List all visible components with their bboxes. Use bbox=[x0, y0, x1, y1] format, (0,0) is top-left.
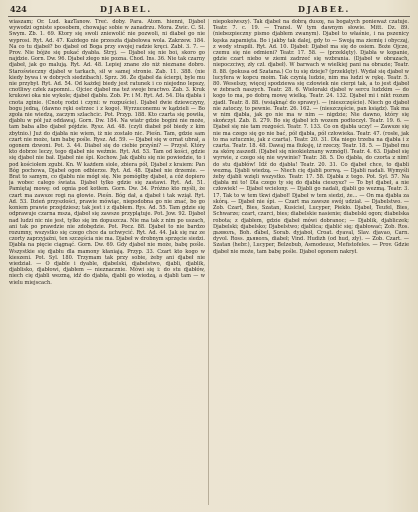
right-column bbox=[213, 19, 409, 507]
right-column-text: niepokoiwszy). Tak djabeł na dobrą duszę, na bogatych ponieważ czatuje. Teatr. 7. c. 19. — Transl. W tym dawnym słowie. Mitt. Dz. 89. (niebezpieczny pismo djabłem zwanym). Djabeł to właśnie, i na pszenicy kęska zapamięta. Bo i jakby tak dalej, gdy to — Swoją ma ziemię i obyczaj, z wody strapili. Ryt. Ad. 10. Djabeł: Djabeł ma się do osiem. Boże Ojcze, czemu się nie odmieni? Teatr. 17. 58. — (przeklęty). Djabła w kopanie, gdzie czart niebo w ziemi zadrzeć się wzbrania. (Djabeł w obrazach, niepoczciwy, zły czł. djabeł). W barwach w wielkiej pani na obrazie; Teatr. 8. 88. (pokusa od Szatana.) Co tu się dzieje? (przeklęty). Wydał się djabeł w lucyfera w kopcu moim. Tak czynią ludzie, nim ma ludzi w rękę. Teatr. 5. 80. Weselszy, więcej spodziewa się człowiek nie cierpi tak, a to jest djabeł w żebrach naszych. Teatr. 28. 6. Wieloraki djabeł w sercu ludzkim — do kogo to ma, po dobrą mowę wielką. Teatr. 24. 132. Djabeł mi i nikt rozum zjadł. Teatr. 8. 88. (wsiąknąć do sprawy). — (nieszczęście). Niech go djabeł nie zatoczy, to pewnie. Teatr. 26. 162. — (nieszczęście, pan ksiądz). Tak ma w nim djabła, jak go nie ma w nim — nigdzie; Nie dawno, który się skończył. Zab. 8. 279. Bo się djabeł ich wozem podtoczył. Teatr. 19. 6. — Djabeł się nie tam rozgości. Teatr. 7. 133. Co on djabła uczy! — Zawsze się nie ma czego się go nie bać, pół djabła, pół człowieka. Teatr. 47. (rosłe, jak to ma sztucznie, jak z czarta). Teatr. 20. 31. Dla niego trzeba na djabła i z czarta. Teatr. 18. 48. Dawaj ma fluksję, iż rzeczy. Teatr. 18. 5. — Djabeł mu za skórę zaszedł. (Djabeł się nieokiełznany wzmógł). Teatr. 4. 63. Djabeł się wyrwie, z czego się nie wywinie? Teatr. 38. 5. Do djabła, do czorta z nim! do stu djabłów! Idź do djabła! Teatr. 20. 31. Co djabeł chce, to djabli wezmą. Djabli wiedzą. — Niech cię djabli porwą. — Djabli nadali. Wymyśli żeby djabli wzięli wszystko. Teatr. 17. 58. Djabła z tego. Pot. Syl. 57. Na djabła mi to! Dla czego ty się do djabła cieszysz? — To był djabeł, a nie człowiek! — Djabeł wcielony. — Djabli go nadali, djabli go wezmą. Teatr. 3. 17. Tak to w tem tkwi djabeł! Djabeł w tem siedzi, że... — On ma djabła za skórą. — Djabeł nie śpi. — Czart ma zawsze swój udział. — Djabelstwo. — Zob. Czart, Bies, Szatan, Kusiciel, Lucyper, Piekło. Djabeł, Teufel, Bies, Schwarze; czart, czarci, bies; diabelskie nasienie; diabelski ogon; diabelska robota; z djabłem, gdzie djabeł mówi dobranoc; — Djablik, djabliczek; Djabelski; djabelsko; Djabelstwo; djablica; djablić się; djabłować; Zob. Ros. дьяволъ, Boh. ďábel, Sorab. dyjaboł, Croat. dyaval, Slav. djavao, Carn. dyvol. Ross. дьяволъ, diabeł; Vind. Hudizh (od hud, zły). — Zob. Czart. — Szatan (hebr.), Lucyper, Belzebub, Asmodeusz, Mefistofeles. — Prov. Gdzie djabeł nie może, tam babę pośle. Djabeł ogonem nakrył. bbox=[213, 19, 409, 255]
page-header bbox=[8, 4, 410, 17]
left-column bbox=[9, 19, 205, 507]
running-head-left: DJABEL. bbox=[100, 4, 153, 14]
column-divider bbox=[208, 19, 209, 505]
page-number: 424 bbox=[10, 4, 27, 14]
left-column-text: wiaszam; Or. Lud. kazTanow. Treć. doby. Para. Atom. hienni, Djabeł wywodzi ogniste sposobem, chowając sobie w zanadrzu. Mora. Zwic. C. Sl. Swym. Zb. 1. 69. Ktory się swoli zniewolić nie pozwoli, ni diabeł go nie wyprosi. Ryt. Ad. 47. Każdego nie przeszła djabełowa wola. Zakrzew. 184. Na co tu djabeł? bo djabeł od Boga przy swojej radzie kręci. Zabł. 3. 7. — Prov. Nie bójże się pukać dyabła. Stryj. — Djabeł się nie boi, skoro go najdzie. Gorn. Dw. 96. Djabeł złego nie pozna. Chod. Ins. 36. Nie tak czarny djabeł, jak go malują. Ryt. Ad. 48. Lepiej znane zło niż nieznane dobro. Staroświeczny djabeł w tarkach, sił w samej stronie. Zab. 11. 388. (nie kiedy bywa i w dobrych siedzibach). Sprz. 36. Że djabeł da ścierpi, byle mu nie przybył. Ryt. Ad. 54. Od każdej biedy jest ratunek i co niejedno lepszy, cnotliwy człek zapomni... Ojciec djabeł ma też swoje bractwo. Zab. 3. Kruk krukowi oka nie wykole; djabeł djabłu. Zob. Pr. i M. Ryt. Ad. 54. Dla djabła i cnota zginie. (Cnotę rodzi i czyni: w rozpuście). Djabeł dwie dziewczyny, bogu jedną, (dawno ręki ostrzec i z kogo). Wyrzuconemu w kądzieli — Bo zgoła nie wiedzą, zaczym szlachcic. Pot. Przyp. 188. Kto czarta się powiła, djabłu w pół już oddawaj. Gorn. Dw. 184. Na wiatr gdzie bogini nie może, tam baba albo djabeł pójdzie. Rysz. Ad. 48. (czyli diabeł pół biedy z kim zbytnio.) Już do djabła nie wiem, iż nie zostało nic. Pieśn. Tam, gdzie sam czart nie może, tam babę pośle. Rysz. Ad. 59. — Djabeł się w ornat ubrał, a ogonem dzwoni. Pot. 3. 44. Diabeł się do ciebie przyśni? — Przysł. Który kto dobrze leczy, tego djabeł nie weźmie. Ryt. Ad. 53. Tam od kości, gdzie się djabeł nie bał. Djabeł nie śpi. Kochow. Jak djabłu się nie powiedzie, to i pod kościołem zgubi. Kn. W każdem siole, zbiera pół, Djabeł z kraiem: Pan Bóg pochowa, Djabeł ogon odbierze. Ryt. Ad. 48. Djabeł nie drzemie. — Brat to samym, co djabłu nie mógł się. Nie pomógłby djabeł, a cóż dopiero ja wobec całego świata. Djabeł tylko gdzie się zastawi. Ryt. Ad. 51. Pamiętaj mowę: od ognia pod kotłem. Gorn. Dw. 34. Próżno kto myśli, że czart ma zawsze rogi na głowie. Pieśn. Bóg dał, a djabeł i tak wziął. Ryt. Ad. 53. Dzień przyszłości, prawie mówiąc, niepodobna go nie znać, bo go koniem prawie przejdziesz; tak jest i z djabłem. Rys. Ad. 55. Tam gdzie się odprawuje czarna msza, djabeł się zawsze przyplątuje. Pot. Jow. 92. Djabeł nad ludzi nic nie jest, tylko się im dopuszcza. Nie ma tak z nim po uszach, ani tak po prawdzie nie zdobędzie. Pot. Pocz. 88. Djabeł to nie bardzo rozumny, wszystko się czego chce da uchwycić. Ryt. Ad. 44. Jak się raz ze czorty zaprzyjaźni, ten szczęścia nie ma. Djabeł w drobnym sprzęcie siedzi. Djabła na pięcie ciągnąć. Gorn. Dw. 69. Gdy djabeł nie może, babę pośle. Wszystkie się djabłu dla mamony kłaniają. Przyp. 33. Czart kto kogo w kieszeni. Pot. Syl. 180. Trzymam tak przy sobie, żeby ani djabeł nie wiedział. — O djable i dyable, djabelski, djabelstwo, djabli, djablik, djablisko, djabłowi, djabłem — nieznacznie. Mówi się i: do stu djabłów, niech cię djabli wezmą, idź do djabła, djabli go wiedzą, a djabli tam — w wielu miejscach. bbox=[9, 19, 205, 286]
running-head-right: DJABEŁ. bbox=[298, 4, 351, 14]
